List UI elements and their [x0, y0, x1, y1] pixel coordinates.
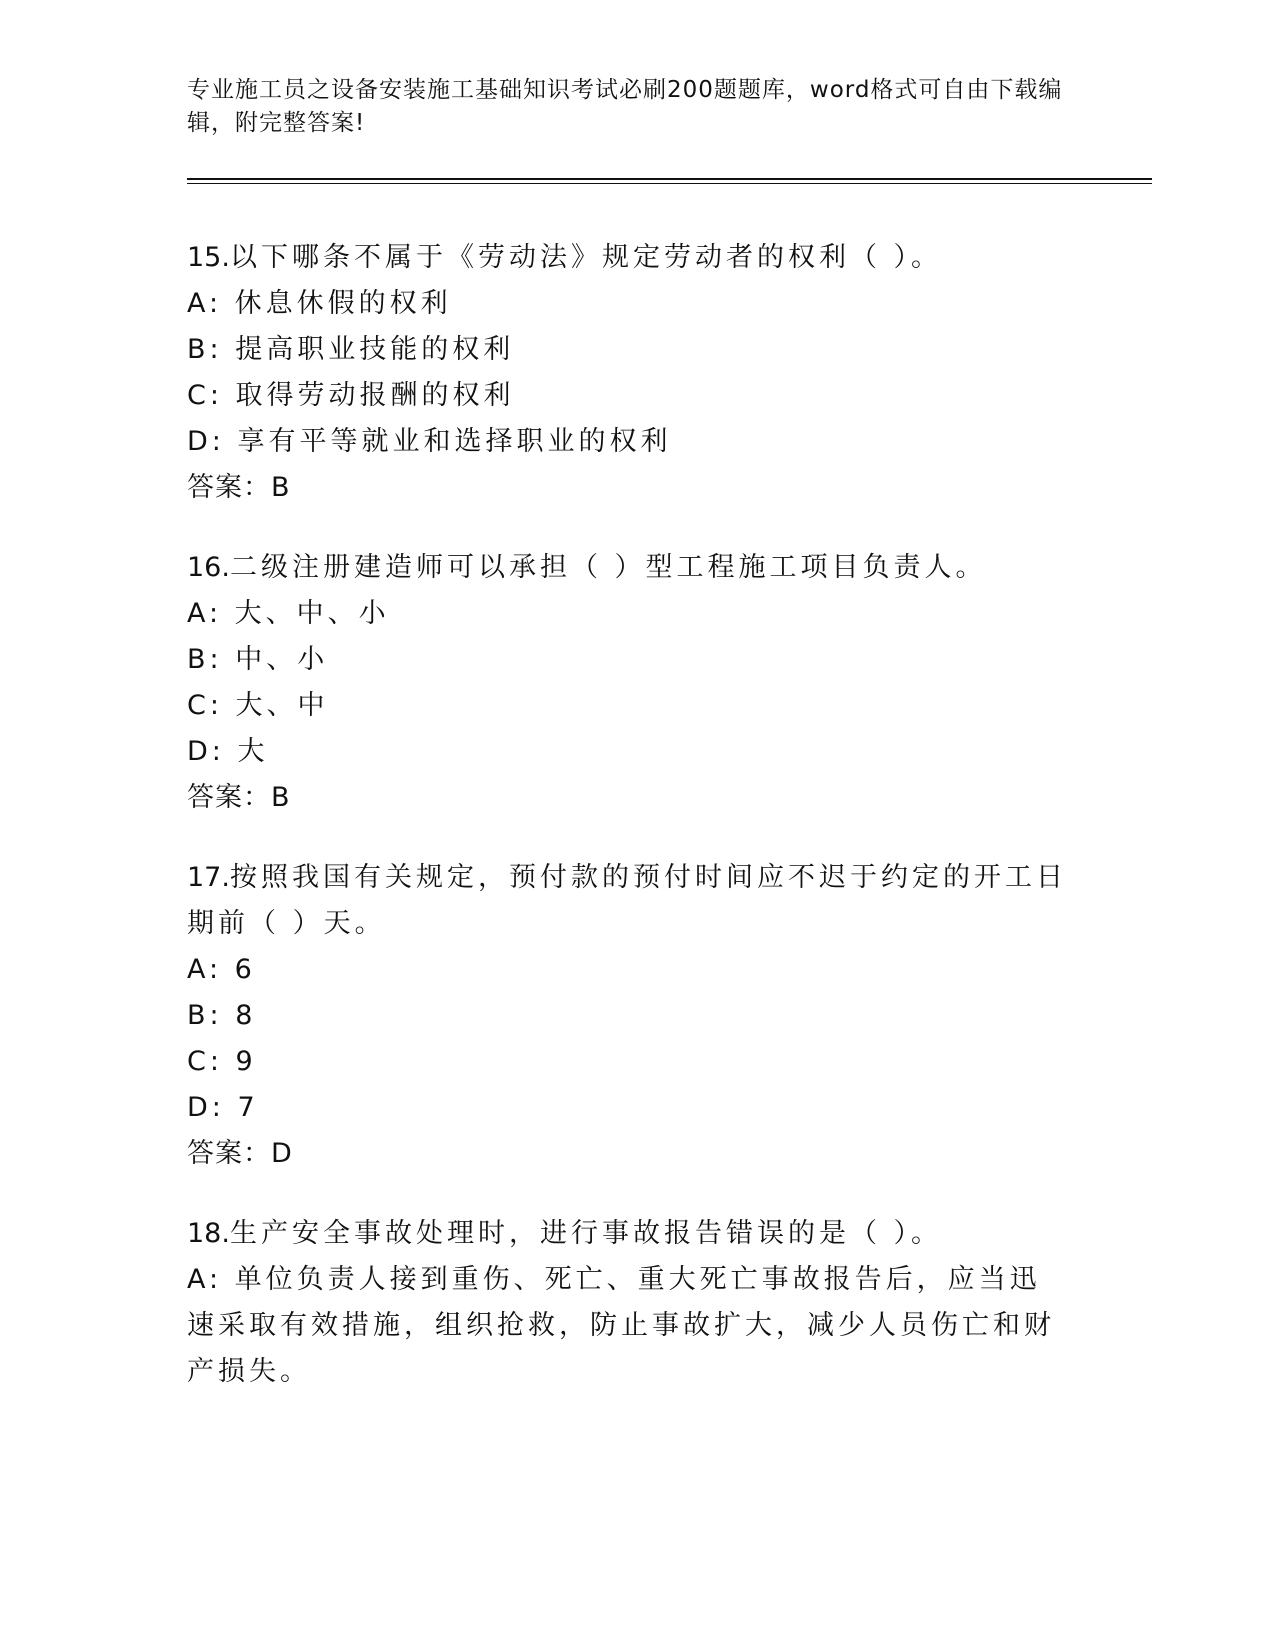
header-divider-thin	[187, 183, 1152, 184]
question-number: 16.	[187, 552, 230, 583]
question-text	[187, 1211, 1067, 1257]
question-17	[187, 855, 1067, 1177]
option-a: A: 单位负责人接到重伤、死亡、重大死亡事故报告后，应当迅速采取有效措施，组织抢救，防止事故扩大，减少人员伤亡和财产损失。	[187, 1264, 1055, 1387]
option-a: A: 6	[187, 954, 256, 985]
question-number: 15.	[187, 242, 230, 273]
option-d: D: 7	[187, 1092, 259, 1123]
option-d: D: 享有平等就业和选择职业的权利	[187, 426, 672, 457]
option-b: B: 提高职业技能的权利	[187, 334, 515, 365]
question-text	[187, 855, 1067, 947]
question-number: 18.	[187, 1218, 230, 1249]
option-b: B: 中、小	[187, 644, 329, 675]
option-a: A: 大、中、小	[187, 598, 390, 629]
option-c: C: 取得劳动报酬的权利	[187, 380, 515, 411]
option-b: B: 8	[187, 1000, 257, 1031]
question-text	[187, 545, 1067, 591]
question-15	[187, 235, 1067, 511]
question-stem: 按照我国有关规定，预付款的预付时间应不迟于约定的开工日期前（ ）天。	[187, 862, 1067, 939]
question-list	[187, 235, 1067, 1429]
question-stem: 以下哪条不属于《劳动法》规定劳动者的权利（ ）。	[229, 242, 943, 273]
answer: 答案：D	[187, 1138, 293, 1169]
question-number: 17.	[187, 862, 230, 893]
question-18	[187, 1211, 1067, 1395]
option-a: A: 休息休假的权利	[187, 288, 452, 319]
question-stem: 生产安全事故处理时，进行事故报告错误的是（ ）。	[229, 1218, 943, 1249]
option-d: D: 大	[187, 736, 269, 767]
question-text	[187, 235, 1067, 281]
header-divider-thick	[187, 178, 1152, 180]
answer: 答案：B	[187, 472, 291, 503]
option-c: C: 9	[187, 1046, 257, 1077]
option-c: C: 大、中	[187, 690, 329, 721]
answer: 答案：B	[187, 782, 291, 813]
question-16	[187, 545, 1067, 821]
document-header: 专业施工员之设备安装施工基础知识考试必刷200题题库，word格式可自由下载编辑，附完整答案!	[187, 77, 1063, 136]
question-stem: 二级注册建造师可以承担（ ）型工程施工项目负责人。	[229, 552, 987, 583]
